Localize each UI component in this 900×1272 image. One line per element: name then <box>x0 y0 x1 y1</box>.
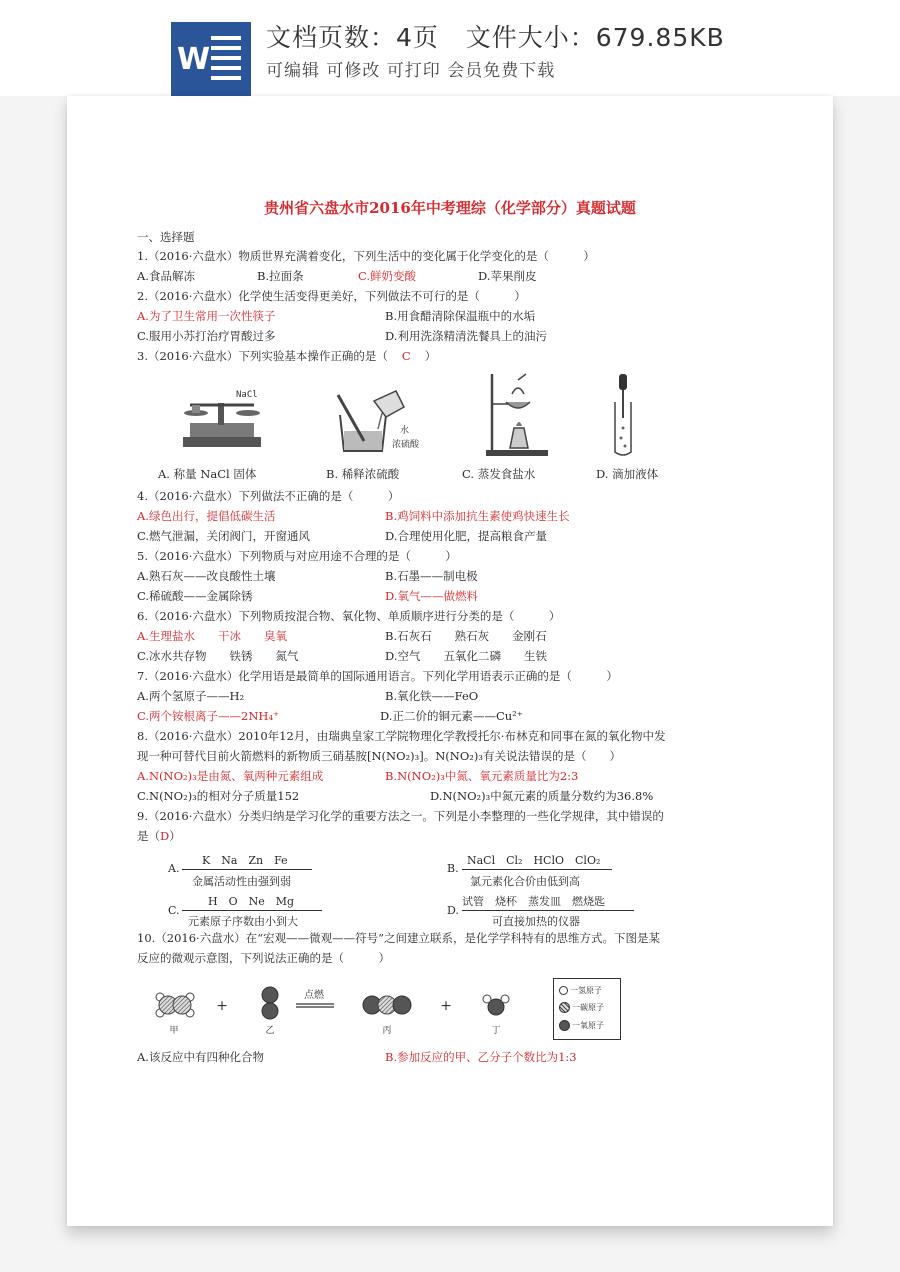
file-features: 可编辑 可修改 可打印 会员免费下载 <box>266 61 556 81</box>
q7-option-a: A.两个氢原子——H₂ <box>137 689 245 703</box>
svg-text:丙: 丙 <box>382 1026 392 1036</box>
svg-text:水: 水 <box>400 426 410 436</box>
q4-option-d: D.合理使用化肥，提高粮食产量 <box>385 529 547 543</box>
question-3: 3.（2016·六盘水）下列实验基本操作正确的是（ C ） <box>137 349 437 363</box>
svg-text:+: + <box>216 998 228 1014</box>
q5-option-b: B.石墨——制电极 <box>385 569 478 583</box>
q9-c-caption: 元素原子序数由小到大 <box>188 915 298 928</box>
q3-caption-c: C. 蒸发食盐水 <box>462 467 536 481</box>
hydrogen-atom-icon <box>559 986 568 995</box>
q7-option-c: C.两个铵根离子——2NH₄⁺ <box>137 709 280 723</box>
q9-a-caption: 金属活动性由强到弱 <box>192 875 291 888</box>
question-1: 1.（2016·六盘水）物质世界充满着变化，下列生活中的变化属于化学变化的是（ ） <box>137 249 595 263</box>
download-header <box>0 0 900 96</box>
question-7: 7.（2016·六盘水）化学用语是最简单的国际通用语言。下列化学用语表示正确的是（ ） <box>137 669 618 683</box>
q5-option-a: A.熟石灰——改良酸性土壤 <box>137 569 276 583</box>
q3-caption-d: D. 滴加液体 <box>596 467 659 481</box>
q2-option-d: D.利用洗涤精清洗餐具上的油污 <box>385 329 547 343</box>
file-info: 文档页数：4页 文件大小：679.85KB <box>266 23 725 52</box>
q4-option-c: C.燃气泄漏，关闭阀门，开窗通风 <box>137 529 311 543</box>
q10-option-b: B.参加反应的甲、乙分子个数比为1:3 <box>385 1050 577 1064</box>
q2-option-a: A.为了卫生常用一次性筷子 <box>137 309 276 323</box>
q3-caption-b: B. 稀释浓硫酸 <box>326 467 400 481</box>
legend-hydrogen: 一氢原子 <box>559 985 602 996</box>
q5-option-d: D.氧气——做燃料 <box>385 589 478 603</box>
evaporation-figure <box>484 372 554 458</box>
dilution-figure <box>330 385 420 455</box>
q9-d-label: D. <box>447 904 459 917</box>
dropper-figure <box>608 372 638 458</box>
q9-a-label: A. <box>168 862 180 875</box>
q9-b-label: B. <box>447 862 459 875</box>
q9-a-sequence: K Na Zn Fe <box>202 854 288 867</box>
q3-caption-a: A. 称量 NaCl 固体 <box>158 467 257 481</box>
question-8-line-2: 现一种可替代目前火箭燃料的新物质三硝基胺[N(NO₂)₃]。N(NO₂)₃有关说法错误的是（ ） <box>137 749 621 763</box>
svg-text:浓硫酸: 浓硫酸 <box>392 440 420 450</box>
legend-carbon: 一碳原子 <box>559 1002 604 1013</box>
balance-figure <box>178 385 268 450</box>
svg-text:甲: 甲 <box>169 1026 179 1036</box>
oxygen-atom-icon <box>559 1020 570 1031</box>
legend-oxygen: 一氧原子 <box>559 1020 604 1031</box>
question-9-line-1: 9.（2016·六盘水）分类归纳是学习化学的重要方法之一。下列是小李整理的一些化学规律，其中错误的 <box>137 809 664 823</box>
word-document-icon <box>171 22 251 96</box>
q4-option-b: B.鸡饲料中添加抗生素使鸡快速生长 <box>385 509 570 523</box>
q1-option-c: C.鲜奶变酸 <box>358 269 417 283</box>
q2-option-b: B.用食醋清除保温瓶中的水垢 <box>385 309 536 323</box>
question-2: 2.（2016·六盘水）化学使生活变得更美好，下列做法不可行的是（ ） <box>137 289 526 303</box>
q9-a-arrow <box>182 869 312 870</box>
question-9-line-2: 是（D） <box>137 829 181 843</box>
q1-option-b: B.拉面条 <box>257 269 304 283</box>
q9-b-sequence: NaCl Cl₂ HClO ClO₂ <box>467 854 601 867</box>
carbon-atom-icon <box>559 1002 570 1013</box>
q6-option-d: D.空气 五氧化二磷 生铁 <box>385 649 547 663</box>
reaction-diagram <box>150 985 550 1040</box>
q9-b-arrow <box>462 869 612 870</box>
q6-option-c: C.冰水共存物 铁锈 氮气 <box>137 649 299 663</box>
atom-legend <box>553 978 621 1040</box>
q1-option-d: D.苹果削皮 <box>478 269 537 283</box>
question-6: 6.（2016·六盘水）下列物质按混合物、氧化物、单质顺序进行分类的是（ ） <box>137 609 561 623</box>
svg-text:+: + <box>440 998 452 1014</box>
q9-c-label: C. <box>168 904 180 917</box>
q9-d-arrow <box>462 910 634 911</box>
svg-text:NaCl: NaCl <box>236 390 258 400</box>
q9-b-caption: 氯元素化合价由低到高 <box>470 875 580 888</box>
q9-d-caption: 可直接加热的仪器 <box>492 915 580 928</box>
q6-option-a: A.生理盐水 干冰 臭氧 <box>137 629 287 643</box>
svg-text:丁: 丁 <box>491 1026 501 1036</box>
section-heading: 一、选择题 <box>137 230 195 244</box>
question-5: 5.（2016·六盘水）下列物质与对应用途不合理的是（ ） <box>137 549 457 563</box>
question-8-line-1: 8.（2016·六盘水）2010年12月，由瑞典皇家工学院物理化学教授托尔·布林克和同事在氮的氧化物中发 <box>137 729 666 743</box>
q9-c-arrow <box>182 910 322 911</box>
q4-option-a: A.绿色出行，提倡低碳生活 <box>137 509 276 523</box>
q6-option-b: B.石灰石 熟石灰 金刚石 <box>385 629 547 643</box>
q8-option-c: C.N(NO₂)₃的相对分子质量152 <box>137 789 300 803</box>
q9-c-sequence: H O Ne Mg <box>208 895 295 908</box>
q9-d-sequence: 试管 烧杯 蒸发皿 燃烧匙 <box>462 895 605 908</box>
q8-option-b: B.N(NO₂)₃中氮、氧元素质量比为2:3 <box>385 769 579 783</box>
q8-option-d: D.N(NO₂)₃中氮元素的质量分数约为36.8% <box>430 789 654 803</box>
q10-option-a: A.该反应中有四种化合物 <box>137 1050 264 1064</box>
q8-option-a: A.N(NO₂)₃是由氮、氧两种元素组成 <box>137 769 324 783</box>
svg-text:W: W <box>177 42 211 77</box>
question-10-line-2: 反应的微观示意图，下列说法正确的是（ ） <box>137 951 390 965</box>
q5-option-c: C.稀硫酸——金属除锈 <box>137 589 253 603</box>
question-4: 4.（2016·六盘水）下列做法不正确的是（ ） <box>137 489 400 503</box>
q2-option-c: C.服用小苏打治疗胃酸过多 <box>137 329 276 343</box>
q7-option-b: B.氧化铁——FeO <box>385 689 479 703</box>
document-title: 贵州省六盘水市2016年中考理综（化学部分）真题试题 <box>264 199 636 217</box>
question-10-line-1: 10.（2016·六盘水）在“宏观——微观——符号”之间建立联系，是化学学科特有的思维方式。下图是某 <box>137 931 660 945</box>
svg-text:乙: 乙 <box>265 1026 275 1036</box>
q1-option-a: A.食品解冻 <box>137 269 195 283</box>
svg-text:点燃: 点燃 <box>304 990 324 1001</box>
q7-option-d: D.正二价的铜元素——Cu²⁺ <box>380 709 523 723</box>
